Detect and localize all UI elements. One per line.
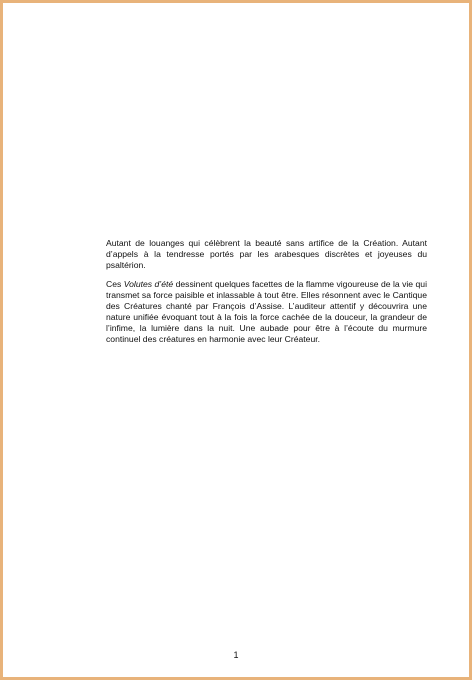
page-number: 1 xyxy=(233,650,239,660)
paragraph-2 xyxy=(106,279,427,345)
body-text xyxy=(106,238,427,345)
paragraph-2-body: dessinent quelques facettes de la flamme vigoureuse de la vie qui transmet sa force paisible et inlassable à tout être. Elles résonnent avec le Cantique des Créatures chanté par François d’Assise. L’auditeur attentif y découvrira une nature unifiée évoquant tout à la fois la force cachée de la douceur, la grandeur de l’infime, la lumière dans la nuit. Une aubade pour être à l’écoute du murmure continuel des créatures en harmonie avec leur Créateur. xyxy=(106,279,427,344)
paragraph-1: Autant de louanges qui célèbrent la beauté sans artifice de la Création. Autant d’appels à la tendresse portés par les arabesques discrètes et joyeuses du psaltérion. xyxy=(106,238,427,270)
paragraph-2-prefix: Ces xyxy=(106,279,124,289)
work-title: Volutes d’été xyxy=(123,279,174,289)
